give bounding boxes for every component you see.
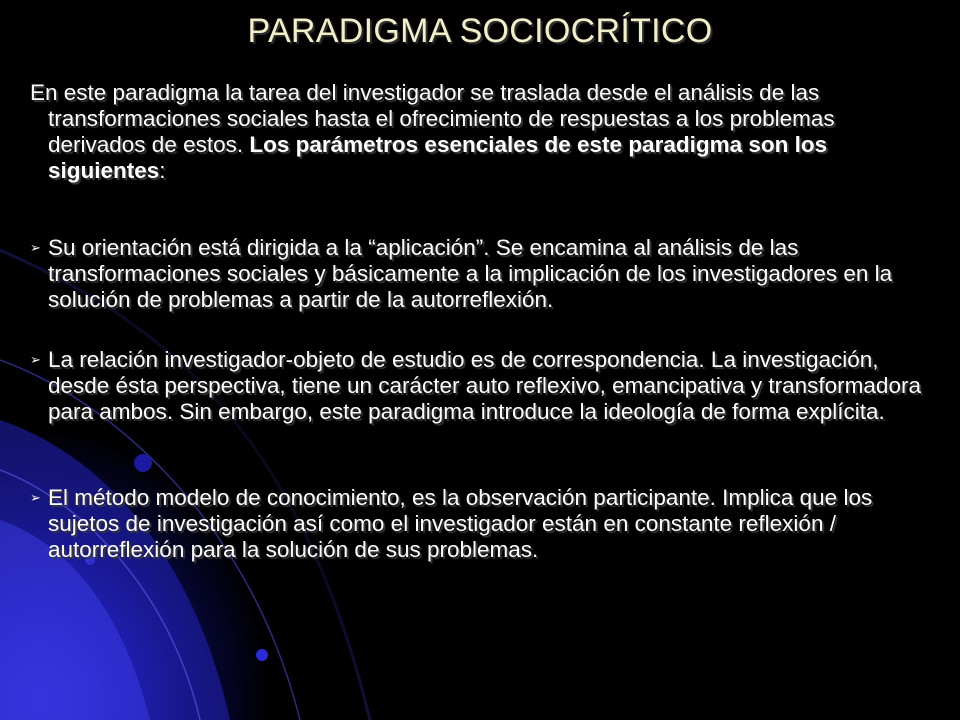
intro-text: En este paradigma la tarea del investigador se traslada desde el análisis de las transformaciones sociales hasta el ofrecimiento de respuestas a los problemas derivados de estos. xyxy=(30,80,835,157)
bullet-item xyxy=(30,235,930,313)
arrow-bullet-icon: ➢ xyxy=(30,240,41,255)
slide-title: PARADIGMA SOCIOCRÍTICO xyxy=(247,12,713,50)
intro-tail: : xyxy=(159,158,166,183)
arrow-bullet-icon: ➢ xyxy=(30,490,41,505)
intro-bold-text: Los parámetros esenciales de este paradigma son los siguientes xyxy=(48,132,828,183)
bullet-text: Su orientación está dirigida a la “aplicación”. Se encamina al análisis de las transformaciones sociales y básicamente a la implicación de los investigadores en la solución de problemas a partir de la autorreflexión. xyxy=(48,235,893,312)
intro-paragraph xyxy=(30,80,930,184)
bullet-text: La relación investigador-objeto de estudio es de correspondencia. La investigación, desde ésta perspectiva, tiene un carácter auto reflexivo, emancipativa y transformadora para ambos. Sin embargo, este paradigma introduce la ideología de forma explícita. xyxy=(48,347,921,424)
bullet-text: El método modelo de conocimiento, es la observación participante. Implica que los sujetos de investigación así como el investigador están en constante reflexión / autorreflexión para la solución de sus problemas. xyxy=(48,485,873,562)
arrow-bullet-icon: ➢ xyxy=(30,352,41,367)
bullet-item xyxy=(30,485,930,563)
bullet-item xyxy=(30,347,930,425)
